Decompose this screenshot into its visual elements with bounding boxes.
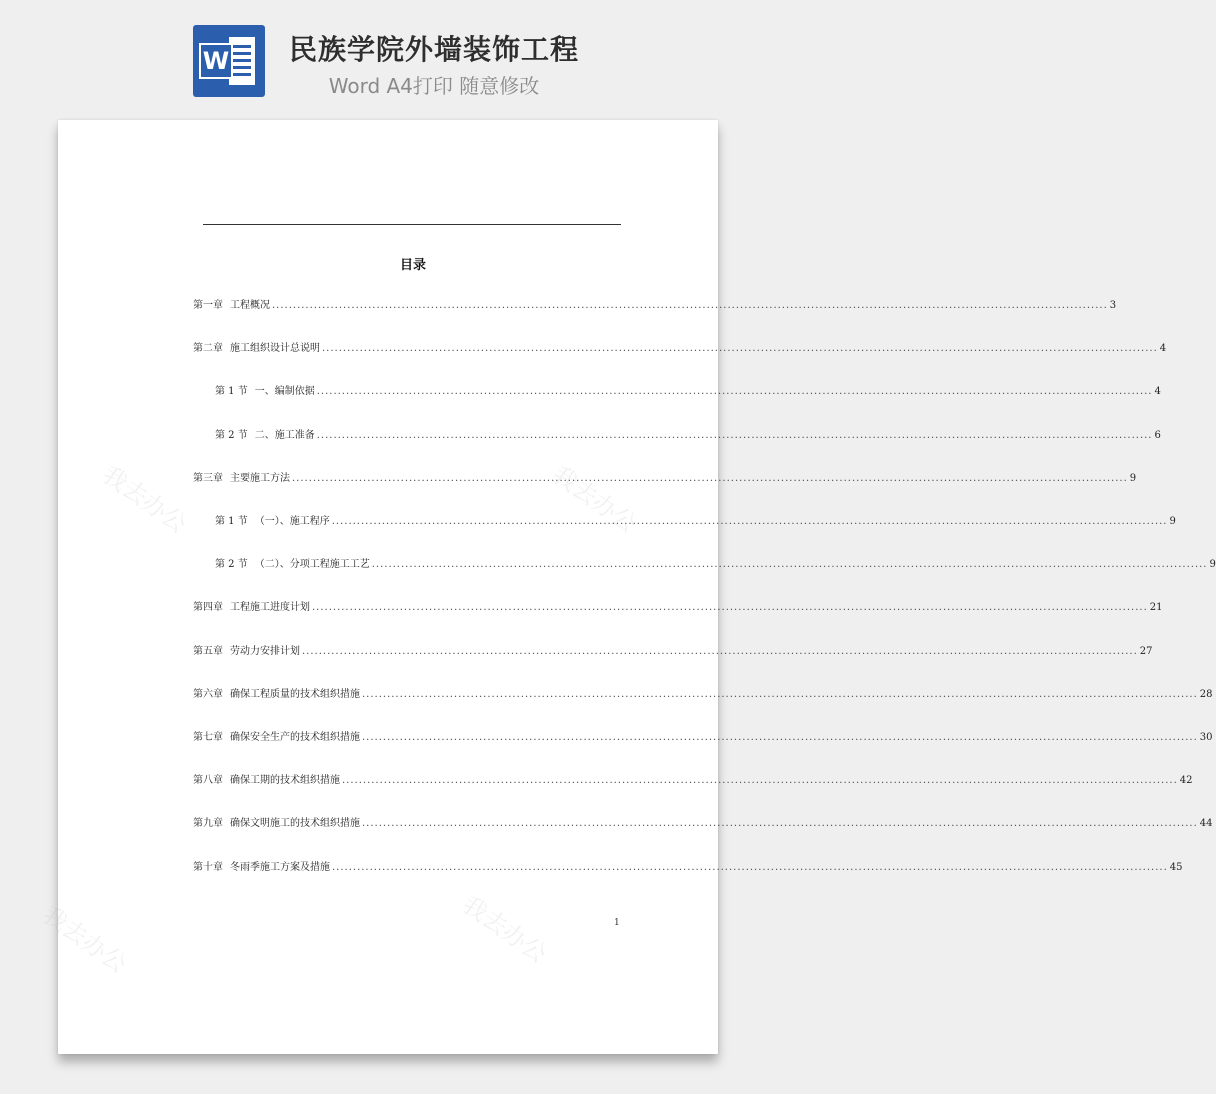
toc-entry-number: 第七章: [193, 732, 223, 743]
toc-entry-title: 劳动力安排计划: [230, 645, 300, 657]
toc-entry-label: [193, 858, 330, 873]
toc-entry-label: [193, 339, 320, 354]
toc-entry[interactable]: [193, 642, 1153, 662]
toc-entry[interactable]: [215, 512, 1176, 532]
toc-entry-label: [193, 642, 300, 657]
toc-entry-page: 4: [1159, 343, 1167, 355]
toc-entry-page: 30: [1199, 732, 1213, 743]
toc-entry[interactable]: [193, 858, 1183, 878]
toc-entry[interactable]: [215, 555, 1216, 575]
banner-subtitle: Word A4打印 随意修改: [328, 74, 540, 98]
toc-entry-title: 施工组织设计总说明: [230, 343, 320, 355]
toc-entry[interactable]: [193, 469, 1137, 489]
toc-entry-number: 第八章: [193, 775, 223, 787]
toc-dot-leader: ........................................................................................................................................................................................................: [362, 818, 1198, 830]
toc-dot-leader: ........................................................................................................................................................................................................: [322, 343, 1158, 355]
toc-entry-label: [193, 814, 360, 829]
toc-entry[interactable]: [193, 728, 1213, 748]
toc-entry-page: 4: [1154, 386, 1161, 398]
toc-entry-page: 45: [1169, 861, 1183, 873]
toc-entry-page: 28: [1199, 688, 1213, 700]
toc-entry-label: [193, 469, 290, 484]
header-rule: [203, 224, 621, 225]
toc-dot-leader: ........................................................................................................................................................................................................: [272, 300, 1108, 311]
toc-entry-label: [215, 555, 370, 570]
toc-entry-title: 主要施工方法: [230, 472, 290, 484]
toc-entry-number: 第四章: [193, 602, 223, 614]
toc-entry-number: 第五章: [193, 645, 223, 657]
toc-entry-page: 27: [1139, 645, 1153, 657]
toc-entry-title: 确保安全生产的技术组织措施: [230, 732, 360, 743]
toc-entry-title: 工程概况: [230, 300, 270, 311]
toc-entry-label: [215, 512, 330, 527]
toc-entry[interactable]: [193, 598, 1163, 618]
toc-entry-number: 第一章: [193, 300, 223, 311]
toc-entry-label: [193, 771, 340, 786]
word-app-icon: [193, 25, 265, 97]
toc-dot-leader: ........................................................................................................................................................................................................: [316, 386, 1153, 398]
toc-entry-label: [215, 426, 315, 441]
watermark: 我去办公: [97, 460, 192, 539]
toc-entry-title: 冬雨季施工方案及措施: [230, 861, 330, 873]
toc-entry-title: （一）、施工程序: [254, 516, 330, 527]
toc-dot-leader: ........................................................................................................................................................................................................: [312, 602, 1148, 614]
toc-entry-title: 确保文明施工的技术组织措施: [230, 818, 360, 830]
toc-entry-number: 第十章: [193, 861, 223, 873]
banner-title: 民族学院外墙装饰工程: [288, 33, 579, 66]
toc-entry-number: 第二章: [193, 343, 223, 355]
toc-entry-number: 第 2 节: [215, 559, 248, 571]
toc-entry-page: 3: [1109, 300, 1117, 311]
toc-entry[interactable]: [215, 382, 1161, 402]
toc-entry[interactable]: [193, 814, 1213, 834]
toc-entry-number: 第六章: [193, 688, 223, 700]
toc-entry[interactable]: [193, 339, 1167, 359]
toc-heading: 目录: [399, 258, 426, 273]
toc-entry-page: 21: [1149, 602, 1163, 614]
toc-entry-page: 6: [1154, 429, 1161, 441]
toc-entry-page: 9: [1169, 516, 1176, 527]
toc-entry-page: 9: [1129, 472, 1137, 484]
toc-entry-label: [215, 382, 315, 397]
toc-entry-number: 第 1 节: [215, 516, 248, 527]
toc-entry-page: 44: [1199, 818, 1213, 830]
toc-entry[interactable]: [193, 771, 1193, 791]
word-letter-badge: W: [199, 43, 233, 79]
page-number: 1: [614, 918, 620, 928]
toc-dot-leader: ........................................................................................................................................................................................................: [302, 645, 1138, 657]
toc-entry-label: [193, 728, 360, 743]
toc-dot-leader: ........................................................................................................................................................................................................: [362, 732, 1198, 743]
toc-entry-label: [193, 685, 360, 700]
toc-dot-leader: ........................................................................................................................................................................................................: [292, 472, 1128, 484]
toc-dot-leader: ........................................................................................................................................................................................................: [332, 861, 1168, 873]
toc-dot-leader: ........................................................................................................................................................................................................: [331, 516, 1168, 527]
toc-entry-title: （二）、分项工程施工工艺: [254, 559, 370, 571]
toc-entry-number: 第九章: [193, 818, 223, 830]
toc-entry[interactable]: [193, 685, 1213, 705]
toc-entry-label: [193, 598, 310, 613]
toc-dot-leader: ........................................................................................................................................................................................................: [362, 688, 1198, 700]
toc-entry-page: 9: [1209, 559, 1216, 571]
toc-dot-leader: ........................................................................................................................................................................................................: [371, 559, 1208, 571]
toc-dot-leader: ........................................................................................................................................................................................................: [316, 429, 1153, 441]
toc-entry-title: 二、施工准备: [254, 429, 315, 441]
toc-entry[interactable]: [193, 296, 1117, 316]
toc-entry-number: 第三章: [193, 472, 223, 484]
toc-dot-leader: ........................................................................................................................................................................................................: [342, 775, 1178, 787]
document-page: [37, 120, 1216, 1054]
toc-entry-title: 确保工程质量的技术组织措施: [230, 688, 360, 700]
toc-entry-label: [193, 296, 270, 311]
toc-entry-number: 第 1 节: [215, 386, 248, 398]
toc-entry-title: 一、编制依据: [254, 386, 315, 398]
toc-entry-number: 第 2 节: [215, 429, 248, 441]
toc-entry-title: 确保工期的技术组织措施: [230, 775, 340, 787]
watermark: 我去办公: [457, 890, 552, 969]
toc-entry[interactable]: [215, 426, 1161, 446]
toc-entry-page: 42: [1179, 775, 1193, 787]
toc-entry-title: 工程施工进度计划: [230, 602, 310, 614]
watermark: 我去办公: [37, 900, 132, 979]
watermark: 我去办公: [547, 460, 642, 539]
